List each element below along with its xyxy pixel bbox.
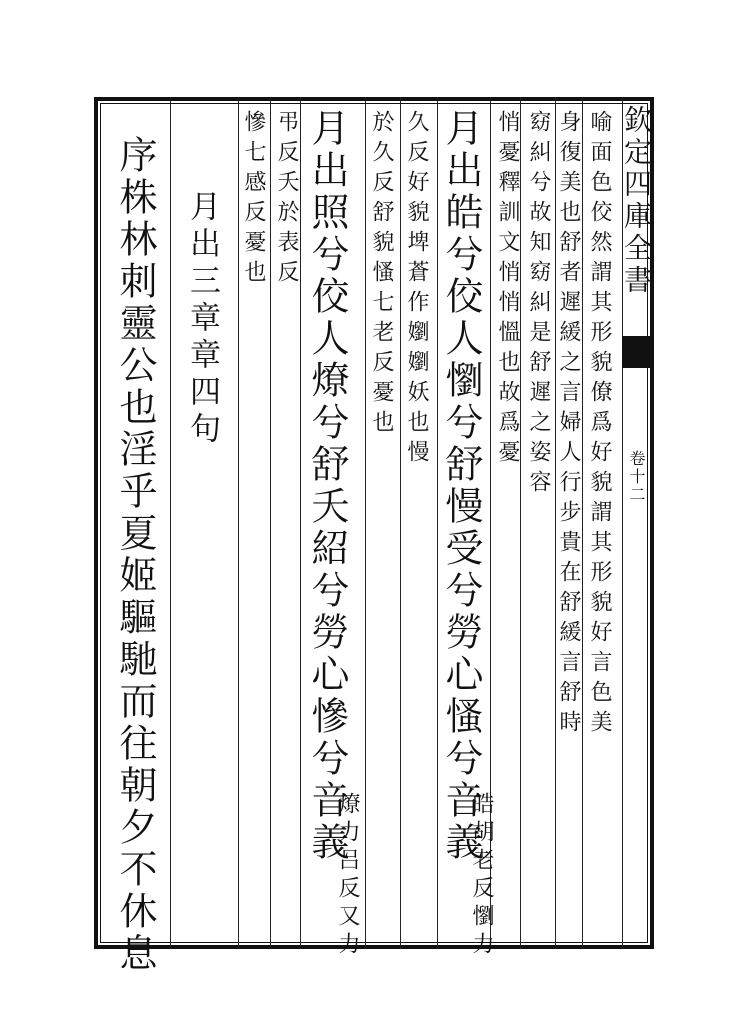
column-divider bbox=[238, 97, 239, 949]
book-title: 欽定四庫全書 bbox=[620, 105, 653, 297]
text-column: 悄憂釋訓文悄悄慍也故爲憂 bbox=[495, 110, 520, 470]
text-column: 慘七感反憂也 bbox=[241, 110, 266, 290]
fishtail-mark bbox=[622, 336, 650, 368]
text-column: 身復美也舒者遲緩之言婦人行步貴在舒緩言舒時 bbox=[556, 110, 581, 740]
annotation-column: 皓胡老反懰力 bbox=[469, 792, 494, 960]
preface-column: 序株林刺靈公也淫乎夏姬驅馳而往朝夕不休息 bbox=[113, 135, 157, 975]
text-column: 窈糾兮故知窈糾是舒遲之姿容 bbox=[526, 110, 551, 500]
column-divider bbox=[270, 97, 271, 949]
column-divider bbox=[582, 97, 583, 949]
column-divider bbox=[300, 97, 301, 949]
annotation-column: 燎力吕反又力 bbox=[335, 792, 360, 960]
chapter-summary: 月出三章章四句 bbox=[184, 190, 220, 449]
volume-label: 卷十二 bbox=[627, 450, 646, 504]
column-divider bbox=[437, 97, 438, 949]
text-column: 喻面色佼然謂其形貌僚爲好貌謂其形貌好言色美 bbox=[587, 110, 612, 740]
text-column: 弔反夭於表反 bbox=[274, 110, 299, 290]
column-divider bbox=[170, 97, 171, 949]
column-divider bbox=[520, 97, 521, 949]
main-text-column: 月出皓兮佼人懰兮舒慢受兮勞心慅兮音義 bbox=[439, 108, 483, 864]
main-text-column: 月出照兮佼人燎兮舒夭紹兮勞心慘兮音義 bbox=[305, 108, 349, 864]
text-column: 久反好貌埤蒼作嬼嬼妖也慢 bbox=[404, 110, 429, 470]
text-column: 於久反舒貌慅七老反憂也 bbox=[369, 110, 394, 440]
column-divider bbox=[400, 97, 401, 949]
column-divider bbox=[365, 97, 366, 949]
